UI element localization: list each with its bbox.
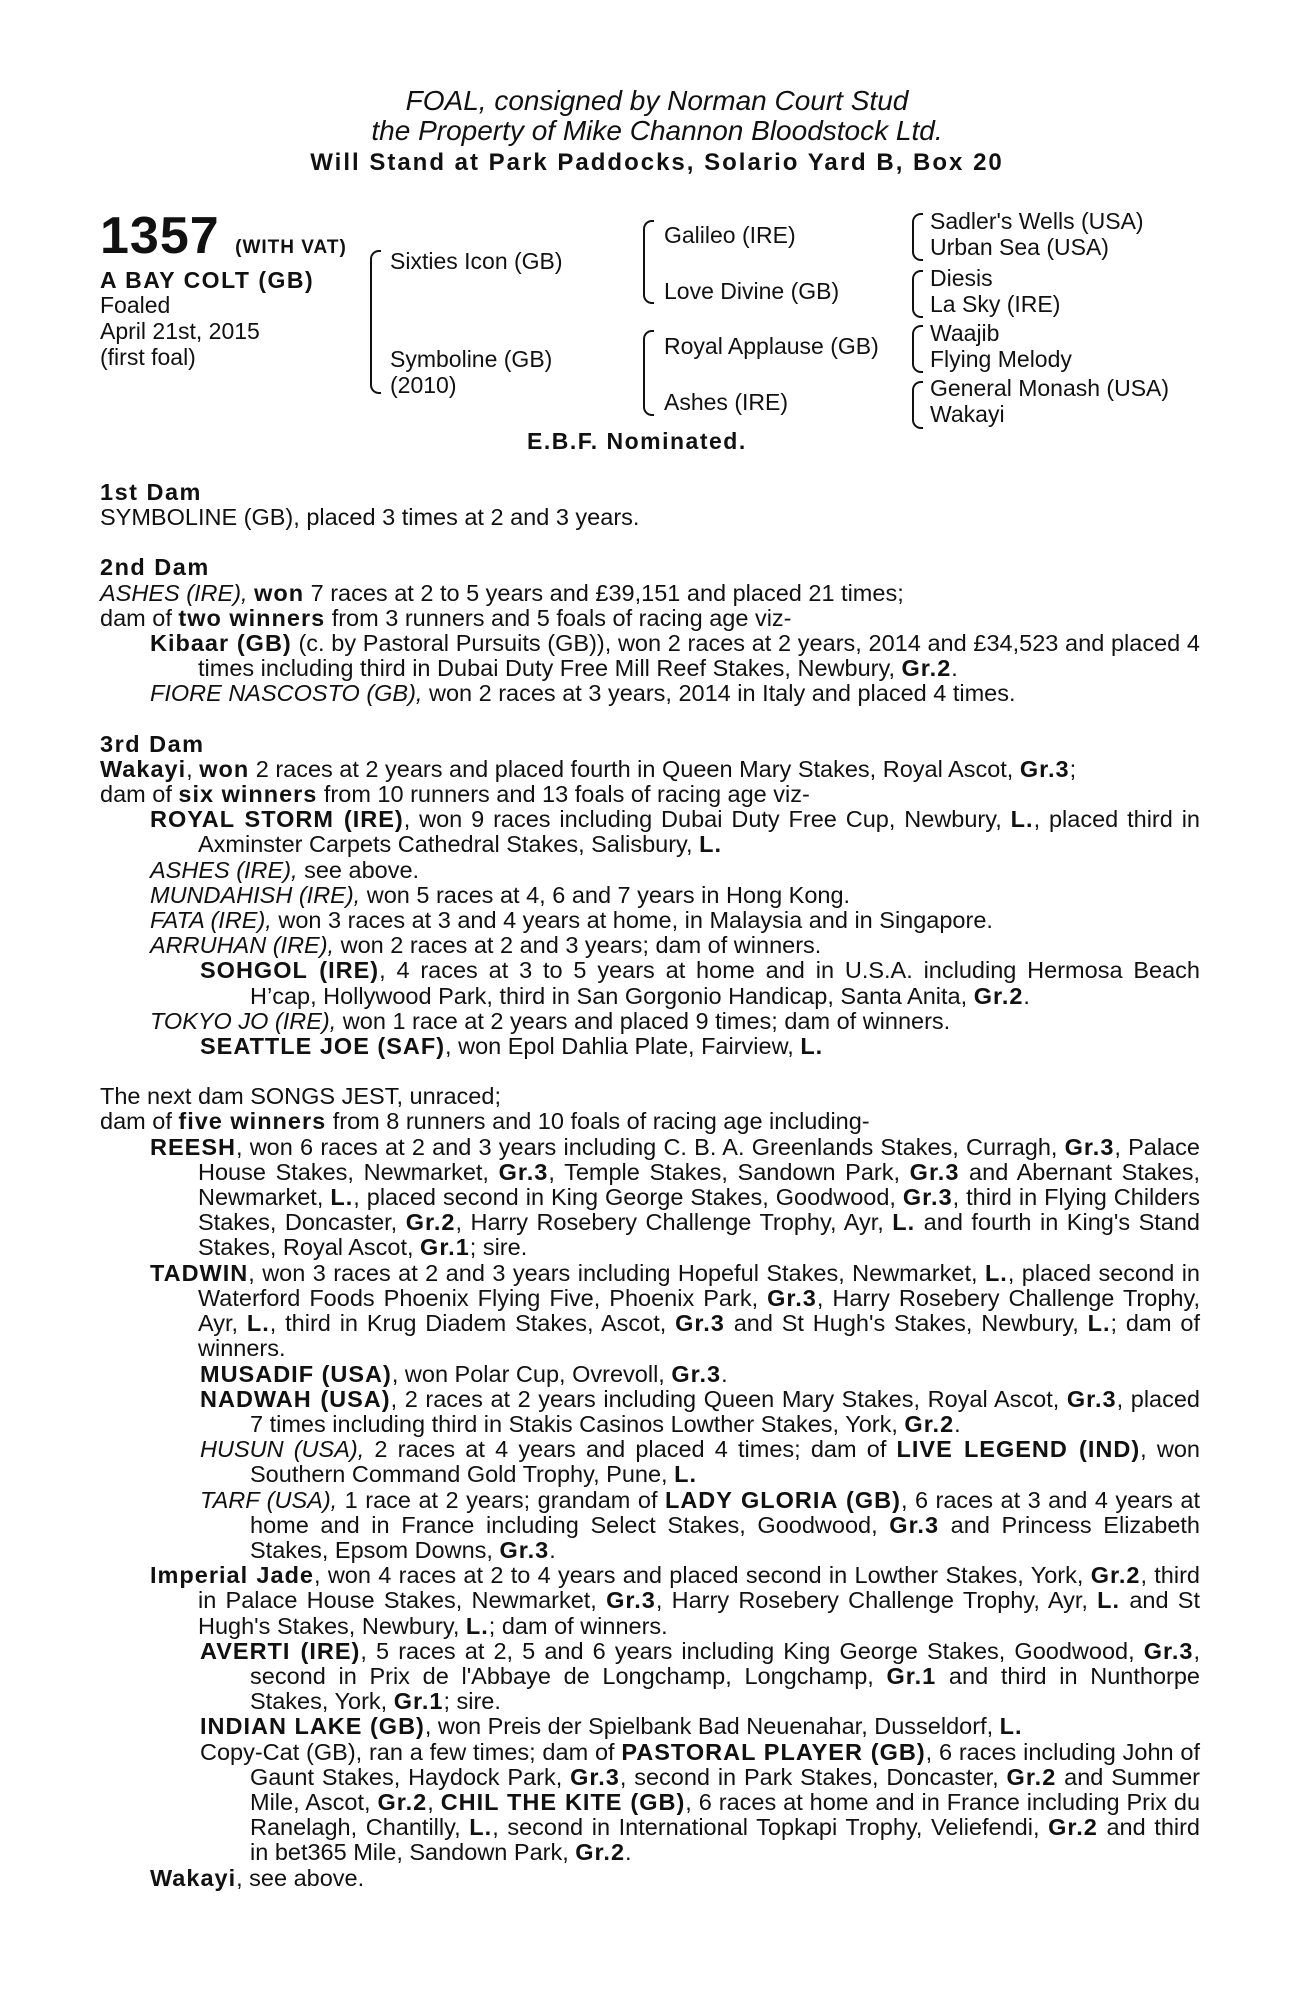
- progeny-entry: TADWIN, won 3 races at 2 and 3 years including Hopeful Stakes, Newmarket, L., placed second in Waterford Foods Phoenix Flying Five, Phoenix Park, Gr.3, Harry Rosebery Challenge Trophy, Ayr, L., third in Krug Diadem Stakes, Ascot, Gr.3 and St Hugh's Stakes, Newbury, L.; dam of winners.: [150, 1259, 1201, 1362]
- first-dam-text: SYMBOLINE (GB), placed 3 times at 2 and 3 years.: [100, 504, 640, 531]
- lot-title: A BAY COLT (GB): [100, 267, 315, 293]
- foaled-label: Foaled: [100, 292, 171, 318]
- progeny-entry: HUSUN (USA), 2 races at 4 years and placed 4 times; dam of LIVE LEGEND (IND), won Southern Command Gold Trophy, Pune, L.: [200, 1436, 1200, 1488]
- catalogue-body: [100, 480, 1200, 1891]
- progeny-entry: TARF (USA), 1 race at 2 years; grandam of LADY GLORIA (GB), 6 races at 3 and 4 years at home and in France including Select Stakes, Goodwood, Gr.3 and Princess Elizabeth Stakes, Epsom Downs, Gr.3.: [200, 1486, 1200, 1563]
- progeny-entry: Kibaar (GB) (c. by Pastoral Pursuits (GB)), won 2 races at 2 years, 2014 and £34,523 and placed 4 times including third in Dubai Duty Free Mill Reef Stakes, Newbury, Gr.2.: [150, 630, 1200, 682]
- lot-number: [100, 208, 347, 276]
- progeny-entry: Copy-Cat (GB), ran a few times; dam of PASTORAL PLAYER (GB), 6 races including John of Gaunt Stakes, Haydock Park, Gr.3, second in Park Stakes, Doncaster, Gr.2 and Summer Mile, Ascot, Gr.2, CHIL THE KITE (GB), 6 races at home and in France including Prix du Ranelagh, Chantilly, L., second in International Topkapi Trophy, Veliefendi, Gr.2 and third in bet365 Mile, Sandown Park, Gr.2.: [200, 1738, 1201, 1866]
- next-dam-produce: dam of five winners from 8 runners and 10 foals of racing age including-: [100, 1108, 870, 1135]
- progeny-entry: ROYAL STORM (IRE), won 9 races including Dubai Duty Free Cup, Newbury, L., placed third in Axminster Carpets Cathedral Stakes, Salisbury, L.: [150, 806, 1200, 858]
- pedigree-bracket: [912, 213, 923, 261]
- pedigree-g3: Diesis: [930, 265, 993, 291]
- pedigree-sire-sire: Galileo (IRE): [664, 222, 796, 248]
- pedigree-g3: Flying Melody: [930, 346, 1072, 372]
- pedigree-sire: Sixties Icon (GB): [390, 248, 563, 274]
- second-dam-produce: dam of two winners from 3 runners and 5 foals of racing age viz-: [100, 604, 792, 631]
- pedigree-bracket: [643, 220, 654, 304]
- progeny-entry: SEATTLE JOE (SAF), won Epol Dahlia Plate, Fairview, L.: [200, 1033, 824, 1060]
- progeny-entry: Wakayi, see above.: [150, 1864, 365, 1891]
- pedigree-g3: Wakayi: [930, 401, 1005, 427]
- pedigree-dam-year: (2010): [390, 372, 457, 398]
- section-heading: 2nd Dam: [100, 554, 210, 581]
- pedigree-g3: Sadler's Wells (USA): [930, 208, 1144, 234]
- pedigree-bracket: [643, 330, 654, 416]
- pedigree-g3: Urban Sea (USA): [930, 234, 1109, 260]
- progeny-entry: TOKYO JO (IRE), won 1 race at 2 years and placed 9 times; dam of winners.: [150, 1007, 951, 1034]
- pedigree-dam-dam: Ashes (IRE): [664, 389, 788, 415]
- pedigree-dam: Symboline (GB): [390, 346, 553, 372]
- pedigree-bracket: [912, 325, 923, 373]
- section-heading: 3rd Dam: [100, 730, 205, 757]
- location-line: Will Stand at Park Paddocks, Solario Yard B, Box 20: [310, 149, 1004, 176]
- progeny-entry: Imperial Jade, won 4 races at 2 to 4 years and placed second in Lowther Stakes, York, Gr.2, third in Palace House Stakes, Newmarket, Gr.3, Harry Rosebery Challenge Trophy, Ayr, L. and St Hugh's Stakes, Newbury, L.; dam of winners.: [150, 1562, 1200, 1639]
- lot-number-value: 1357: [100, 207, 220, 265]
- pedigree-bracket: [370, 250, 381, 394]
- pedigree-g3: General Monash (USA): [930, 375, 1170, 401]
- pedigree-sire-dam: Love Divine (GB): [664, 278, 840, 304]
- progeny-entry: SOHGOL (IRE), 4 races at 3 to 5 years at home and in U.S.A. including Hermosa Beach H’cap, Hollywood Park, third in San Gorgonio Handicap, Santa Anita, Gr.2.: [200, 957, 1200, 1009]
- pedigree-bracket: [912, 270, 923, 318]
- pedigree-dam-sire: Royal Applause (GB): [664, 333, 879, 359]
- progeny-entry: FIORE NASCOSTO (GB), won 2 races at 3 years, 2014 in Italy and placed 4 times.: [150, 680, 1016, 707]
- vat-label: (WITH VAT): [235, 237, 347, 258]
- foaled-date: April 21st, 2015: [100, 318, 260, 344]
- progeny-entry: REESH, won 6 races at 2 and 3 years including C. B. A. Greenlands Stakes, Curragh, Gr.3, Palace House Stakes, Newmarket, Gr.3, Temple Stakes, Sandown Park, Gr.3 and Abernant Stakes, Newmarket, L., placed second in King George Stakes, Goodwood, Gr.3, third in Flying Childers Stakes, Doncaster, Gr.2, Harry Rosebery Challenge Trophy, Ayr, L. and fourth in King's Stand Stakes, Royal Ascot, Gr.1; sire.: [150, 1133, 1201, 1261]
- progeny-entry: ASHES (IRE), see above.: [150, 856, 420, 883]
- progeny-entry: FATA (IRE), won 3 races at 3 and 4 years at home, in Malaysia and in Singapore.: [150, 907, 993, 934]
- next-dam-intro: The next dam SONGS JEST, unraced;: [100, 1083, 501, 1110]
- progeny-entry: INDIAN LAKE (GB), won Preis der Spielbank Bad Neuenahar, Dusseldorf, L.: [200, 1713, 1023, 1740]
- third-dam-intro: Wakayi, won 2 races at 2 years and placed fourth in Queen Mary Stakes, Royal Ascot, Gr.3;: [100, 755, 1077, 782]
- consignor-line: FOAL, consigned by Norman Court Stud: [405, 85, 909, 116]
- ebf-note: E.B.F. Nominated.: [527, 428, 747, 454]
- second-dam-intro: ASHES (IRE), won 7 races at 2 to 5 years and £39,151 and placed 21 times;: [100, 579, 904, 606]
- first-foal-note: (first foal): [100, 344, 196, 370]
- pedigree-g3: Waajib: [930, 320, 1000, 346]
- pedigree-bracket: [912, 381, 923, 429]
- progeny-entry: NADWAH (USA), 2 races at 2 years including Queen Mary Stakes, Royal Ascot, Gr.3, placed 7 times including third in Stakis Casinos Lowther Stakes, York, Gr.2.: [200, 1385, 1200, 1437]
- third-dam-produce: dam of six winners from 10 runners and 13 foals of racing age viz-: [100, 781, 810, 808]
- progeny-entry: MUSADIF (USA), won Polar Cup, Ovrevoll, Gr.3.: [200, 1360, 728, 1387]
- progeny-entry: AVERTI (IRE), 5 races at 2, 5 and 6 years including King George Stakes, Goodwood, Gr.3, second in Prix de l'Abbaye de Longchamp, Longchamp, Gr.1 and third in Nunthorpe Stakes, York, Gr.1; sire.: [200, 1637, 1200, 1715]
- progeny-entry: MUNDAHISH (IRE), won 5 races at 4, 6 and 7 years in Hong Kong.: [150, 881, 851, 908]
- section-heading: 1st Dam: [100, 479, 202, 505]
- progeny-entry: ARRUHAN (IRE), won 2 races at 2 and 3 years; dam of winners.: [150, 932, 822, 959]
- property-line: the Property of Mike Channon Bloodstock Ltd.: [371, 115, 943, 146]
- pedigree-g3: La Sky (IRE): [930, 291, 1061, 317]
